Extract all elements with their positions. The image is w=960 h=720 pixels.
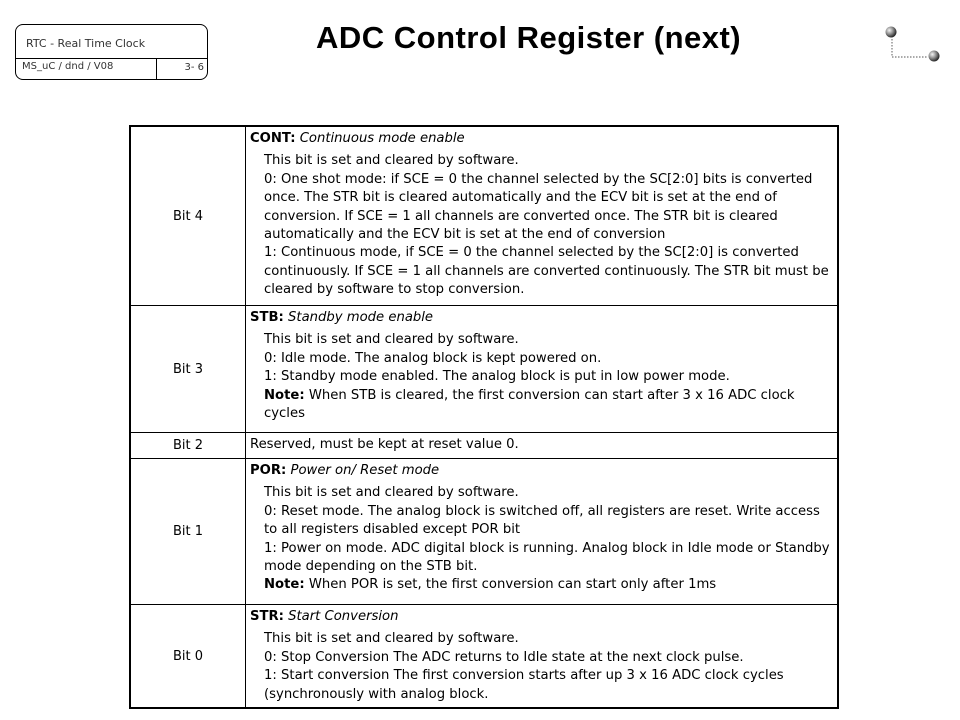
description-line: 1: Standby mode enabled. The analog block is put in low power mode.: [264, 369, 730, 385]
bit-description: [246, 459, 837, 604]
register-bit-table: [129, 125, 839, 709]
bit-description-body: [250, 152, 837, 299]
description-line: This bit is set and cleared by software.: [264, 485, 519, 501]
bit-label: Bit 1: [131, 459, 246, 604]
table-row-bit-3: [131, 306, 837, 433]
slide-header-box: [15, 24, 208, 80]
bit-header: [250, 309, 837, 327]
header-vertical-divider: [156, 58, 157, 79]
bit-description-body: [250, 630, 837, 704]
note-label: Note:: [264, 387, 305, 403]
bit-description: [246, 433, 837, 458]
description-line: 1: Power on mode. ADC digital block is running. Analog block in Idle mode or Standby: [264, 540, 830, 556]
bit-header: [250, 608, 837, 626]
description-line: This bit is set and cleared by software.: [264, 631, 519, 647]
bit-mnemonic: STB:: [250, 310, 284, 325]
note-text: When POR is set, the first conversion can start only after 1ms: [308, 577, 717, 593]
bit-description: [246, 605, 837, 707]
description-line: automatically and the ECV bit is set at the end of conversion: [264, 227, 666, 243]
header-divider: [16, 58, 207, 59]
bit-header: [250, 462, 837, 480]
description-line: to all registers disabled except POR bit: [264, 522, 521, 538]
note-label: Note:: [264, 577, 305, 593]
bit-label: Bit 3: [131, 306, 246, 432]
bit-subtitle: Power on/ Reset mode: [290, 463, 440, 478]
description-line: conversion. If SCE = 1 all channels are converted once. The STR bit is cleared: [264, 208, 778, 224]
table-row-bit-1: [131, 459, 837, 605]
description-line: continuously. If SCE = 1 all channels are converted continuously. The STR bit must be: [264, 263, 829, 279]
note-text: When STB is cleared, the first conversion can start after 3 x 16 ADC clock: [308, 387, 795, 403]
bit-description: [246, 127, 837, 305]
table-row-bit-0: [131, 605, 837, 707]
bit-label: Bit 2: [131, 433, 246, 458]
bit-subtitle: Standby mode enable: [288, 310, 434, 325]
bit-mnemonic: STR:: [250, 609, 284, 624]
table-row-bit-4: [131, 127, 837, 306]
description-line: once. The STR bit is cleared automatically and the ECV bit is set at the end of: [264, 190, 777, 206]
bit-description-body: [250, 484, 837, 594]
note-line: [264, 387, 837, 405]
description-line: 0: Reset mode. The analog block is switched off, all registers are reset. Write access: [264, 503, 820, 519]
course-title: RTC - Real Time Clock: [26, 37, 146, 50]
document-id: MS_uC / dnd / V08: [22, 61, 114, 72]
page-number: 3- 6: [184, 62, 204, 73]
description-line: 1: Continuous mode, if SCE = 0 the channel selected by the SC[2:0] is converted: [264, 245, 799, 261]
bit-description-body: [250, 331, 837, 423]
bit-subtitle: Continuous mode enable: [299, 131, 465, 146]
table-row-bit-2: [131, 433, 837, 459]
description-line: This bit is set and cleared by software.: [264, 332, 519, 348]
page-title: ADC Control Register (next): [316, 20, 742, 55]
bit-label: Bit 4: [131, 127, 246, 305]
bit-label: Bit 0: [131, 605, 246, 707]
description-line: mode depending on the STB bit.: [264, 559, 478, 575]
bit-header: [250, 130, 837, 148]
reserved-text: Reserved, must be kept at reset value 0.: [250, 437, 519, 452]
bit-mnemonic: CONT:: [250, 131, 296, 146]
bit-description: [246, 306, 837, 432]
bit-subtitle: Start Conversion: [288, 609, 399, 624]
description-line: 1: Start conversion The first conversion starts after up 3 x 16 ADC clock cycles: [264, 668, 784, 684]
note-line: cycles: [264, 406, 305, 422]
description-line: This bit is set and cleared by software.: [264, 153, 519, 169]
sphere-connector-logo-icon: [882, 24, 942, 66]
bit-mnemonic: POR:: [250, 463, 287, 478]
description-line: 0: One shot mode: if SCE = 0 the channel selected by the SC[2:0] bits is converted: [264, 171, 813, 187]
description-line: 0: Idle mode. The analog block is kept powered on.: [264, 350, 602, 366]
description-line: 0: Stop Conversion The ADC returns to Idle state at the next clock pulse.: [264, 649, 744, 665]
note-line: [264, 576, 837, 594]
description-line: cleared by software to stop conversion.: [264, 282, 525, 298]
description-line: (synchronously with analog block.: [264, 686, 489, 702]
